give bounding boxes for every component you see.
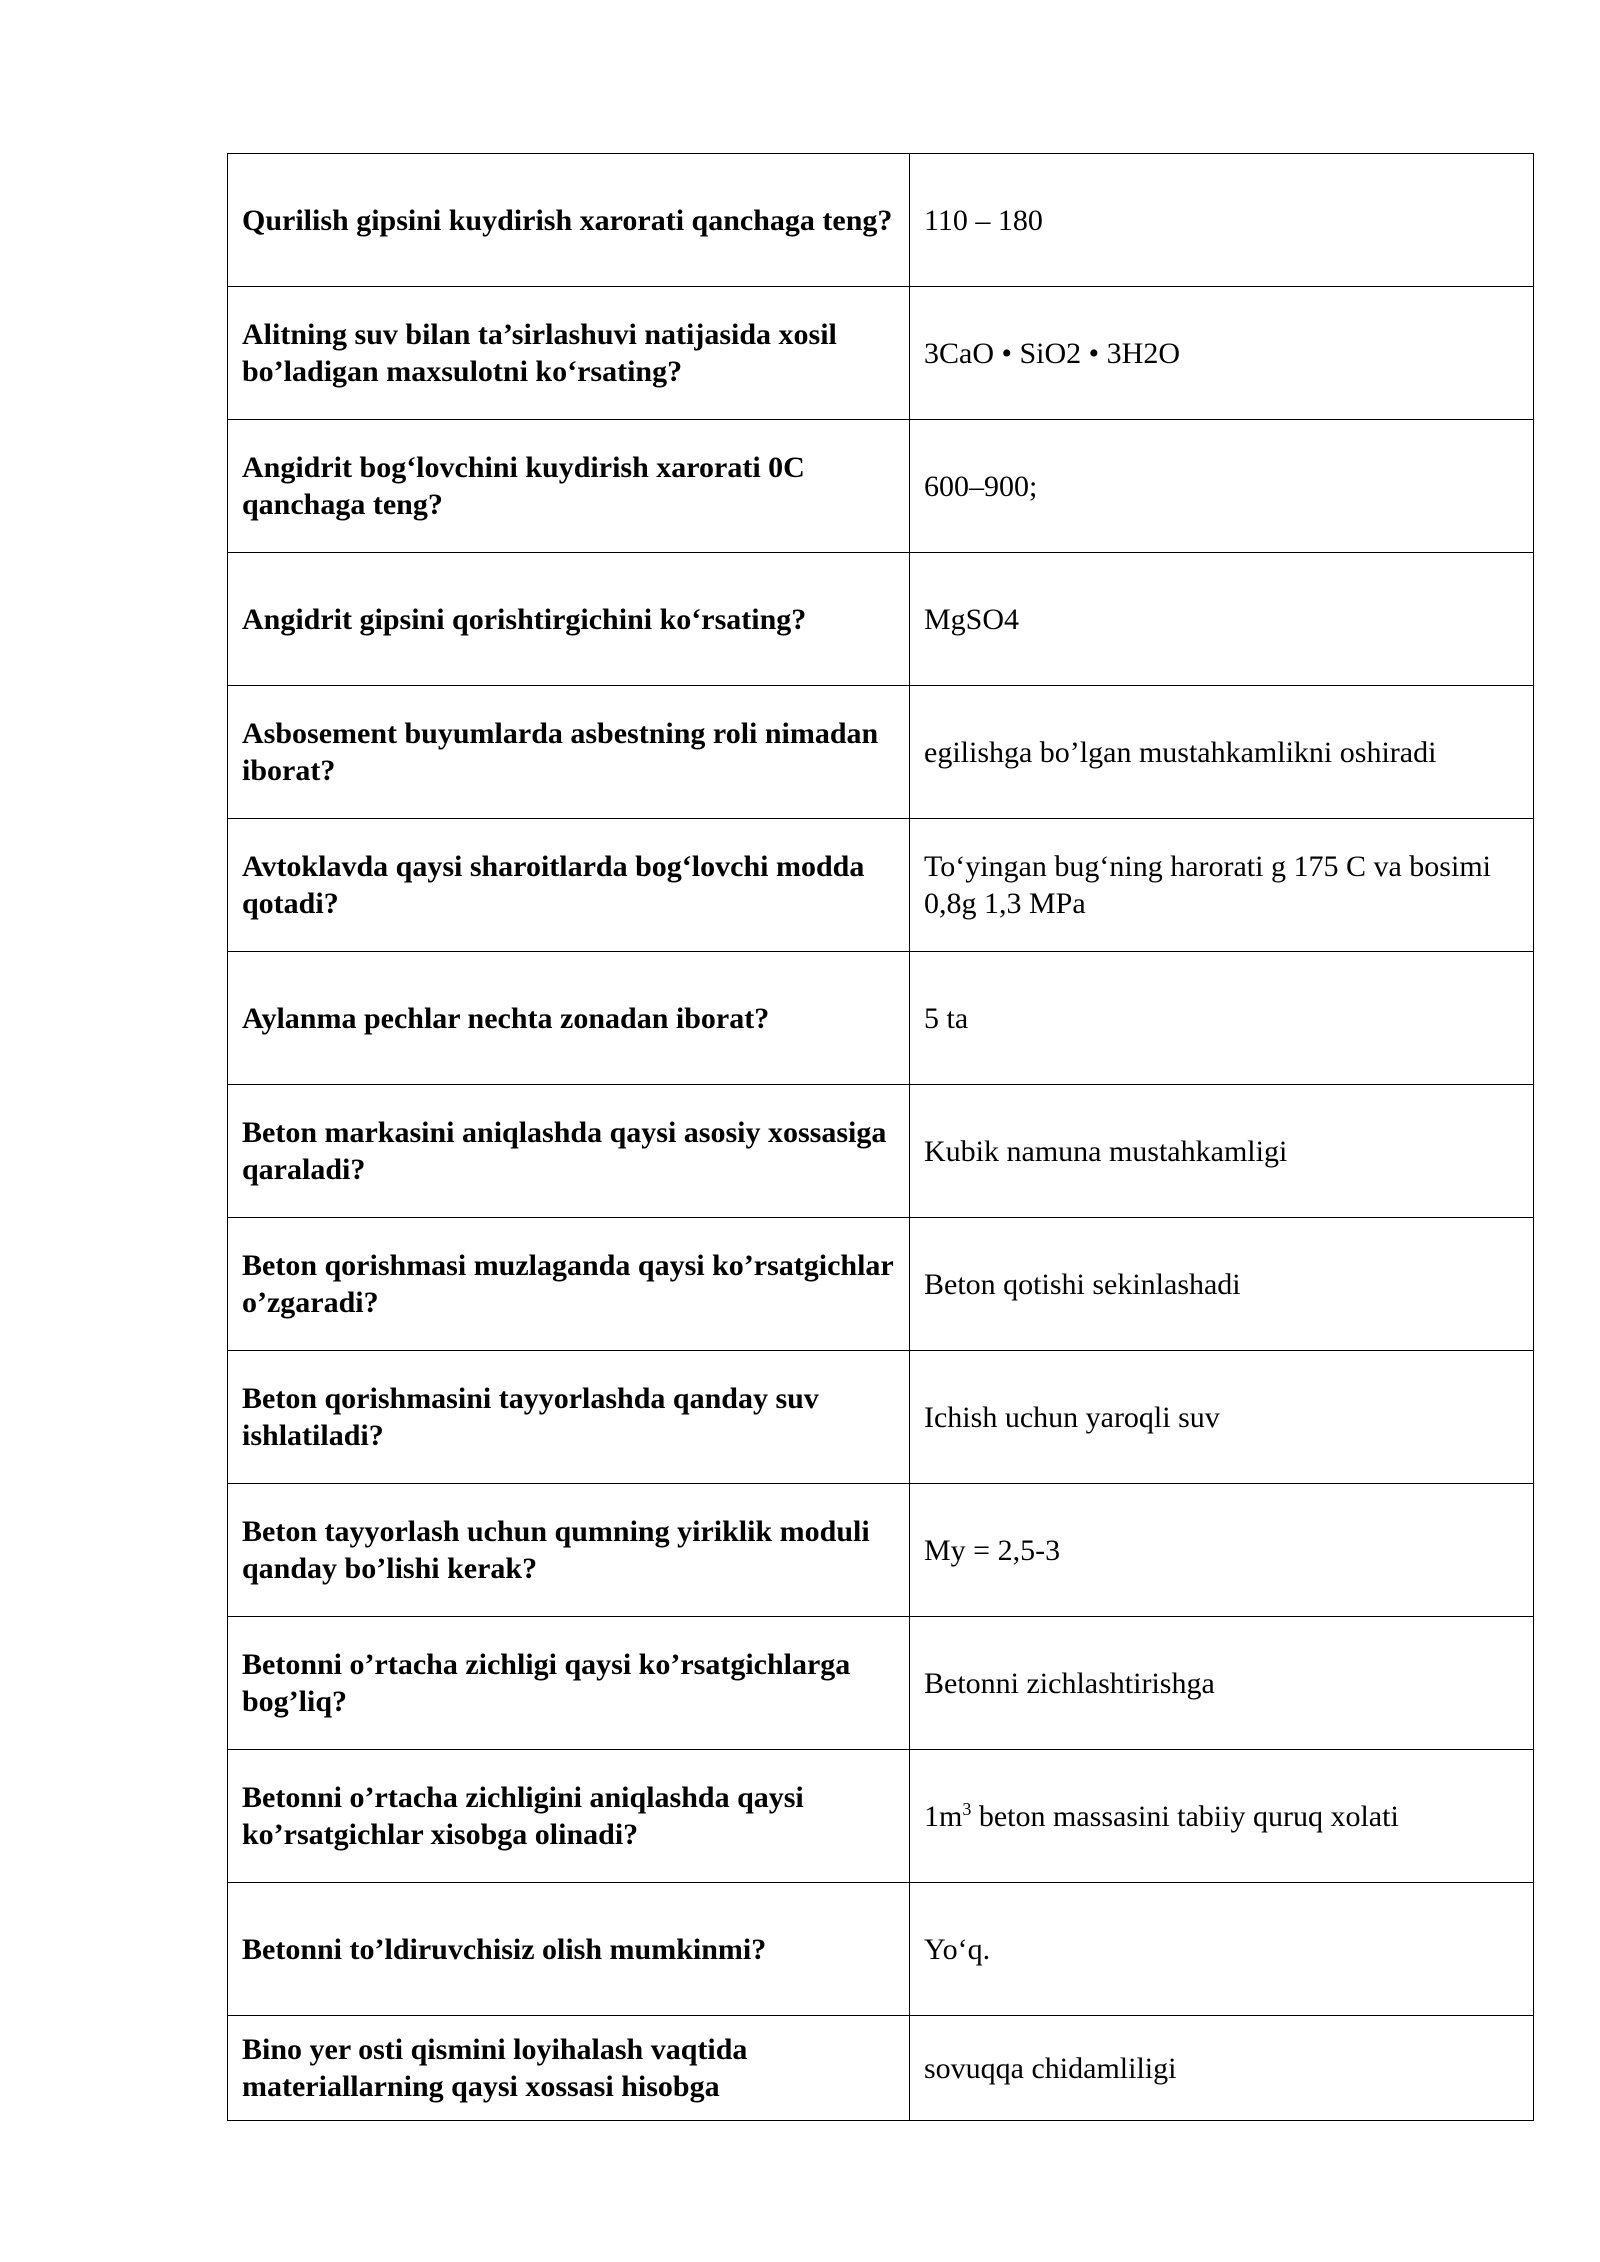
table-row <box>228 287 1534 420</box>
table-row <box>228 154 1534 287</box>
answer-cell: Kubik namuna mustahkamligi <box>910 1085 1534 1218</box>
answer-cell: To‘yingan bug‘ning harorati g 175 C va bosimi 0,8g 1,3 MPa <box>910 819 1534 952</box>
question-cell: Qurilish gipsini kuydirish xarorati qanchaga teng? <box>228 154 910 287</box>
question-cell: Beton tayyorlash uchun qumning yiriklik moduli qanday bo’lishi kerak? <box>228 1484 910 1617</box>
question-cell: Bino yer osti qismini loyihalash vaqtida materiallarning qaysi xossasi hisobga <box>228 2016 910 2121</box>
table-row <box>228 686 1534 819</box>
table-row <box>228 819 1534 952</box>
answer-cell: 5 ta <box>910 952 1534 1085</box>
qa-table <box>227 153 1534 2121</box>
question-cell: Alitning suv bilan ta’sirlashuvi natijasida xosil bo’ladigan maxsulotni ko‘rsating? <box>228 287 910 420</box>
answer-superscript: 3 <box>962 1798 972 1819</box>
answer-text-suffix: beton massasini tabiiy quruq xolati <box>971 1799 1399 1833</box>
table-row <box>228 553 1534 686</box>
question-cell: Angidrit gipsini qorishtirgichini ko‘rsating? <box>228 553 910 686</box>
question-cell: Beton qorishmasini tayyorlashda qanday suv ishlatiladi? <box>228 1351 910 1484</box>
table-row <box>228 1750 1534 1883</box>
question-cell: Aylanma pechlar nechta zonadan iborat? <box>228 952 910 1085</box>
answer-cell: Yo‘q. <box>910 1883 1534 2016</box>
question-cell: Betonni o’rtacha zichligini aniqlashda qaysi ko’rsatgichlar xisobga olinadi? <box>228 1750 910 1883</box>
answer-cell: My = 2,5-3 <box>910 1484 1534 1617</box>
answer-cell <box>910 1750 1534 1883</box>
answer-text-prefix: 1m <box>924 1799 963 1833</box>
answer-cell: Beton qotishi sekinlashadi <box>910 1218 1534 1351</box>
question-cell: Angidrit bog‘lovchini kuydirish xarorati 0C qanchaga teng? <box>228 420 910 553</box>
question-cell: Beton qorishmasi muzlaganda qaysi ko’rsatgichlar o’zgaradi? <box>228 1218 910 1351</box>
question-cell: Beton markasini aniqlashda qaysi asosiy xossasiga qaraladi? <box>228 1085 910 1218</box>
question-cell: Avtoklavda qaysi sharoitlarda bog‘lovchi modda qotadi? <box>228 819 910 952</box>
table-row <box>228 1883 1534 2016</box>
answer-cell: 110 – 180 <box>910 154 1534 287</box>
table-row <box>228 2016 1534 2121</box>
answer-cell: 3CaO • SiO2 • 3H2O <box>910 287 1534 420</box>
answer-cell: MgSO4 <box>910 553 1534 686</box>
question-cell: Betonni to’ldiruvchisiz olish mumkinmi? <box>228 1883 910 2016</box>
table-row <box>228 952 1534 1085</box>
answer-cell: egilishga bo’lgan mustahkamlikni oshiradi <box>910 686 1534 819</box>
table-row <box>228 1484 1534 1617</box>
table-row <box>228 1617 1534 1750</box>
answer-cell: Ichish uchun yaroqli suv <box>910 1351 1534 1484</box>
table-row <box>228 420 1534 553</box>
question-cell: Betonni o’rtacha zichligi qaysi ko’rsatgichlarga bog’liq? <box>228 1617 910 1750</box>
answer-cell: Betonni zichlashtirishga <box>910 1617 1534 1750</box>
answer-cell: 600–900; <box>910 420 1534 553</box>
question-cell: Asbosement buyumlarda asbestning roli nimadan iborat? <box>228 686 910 819</box>
answer-cell: sovuqqa chidamliligi <box>910 2016 1534 2121</box>
table-row <box>228 1218 1534 1351</box>
table-row <box>228 1351 1534 1484</box>
table-row <box>228 1085 1534 1218</box>
